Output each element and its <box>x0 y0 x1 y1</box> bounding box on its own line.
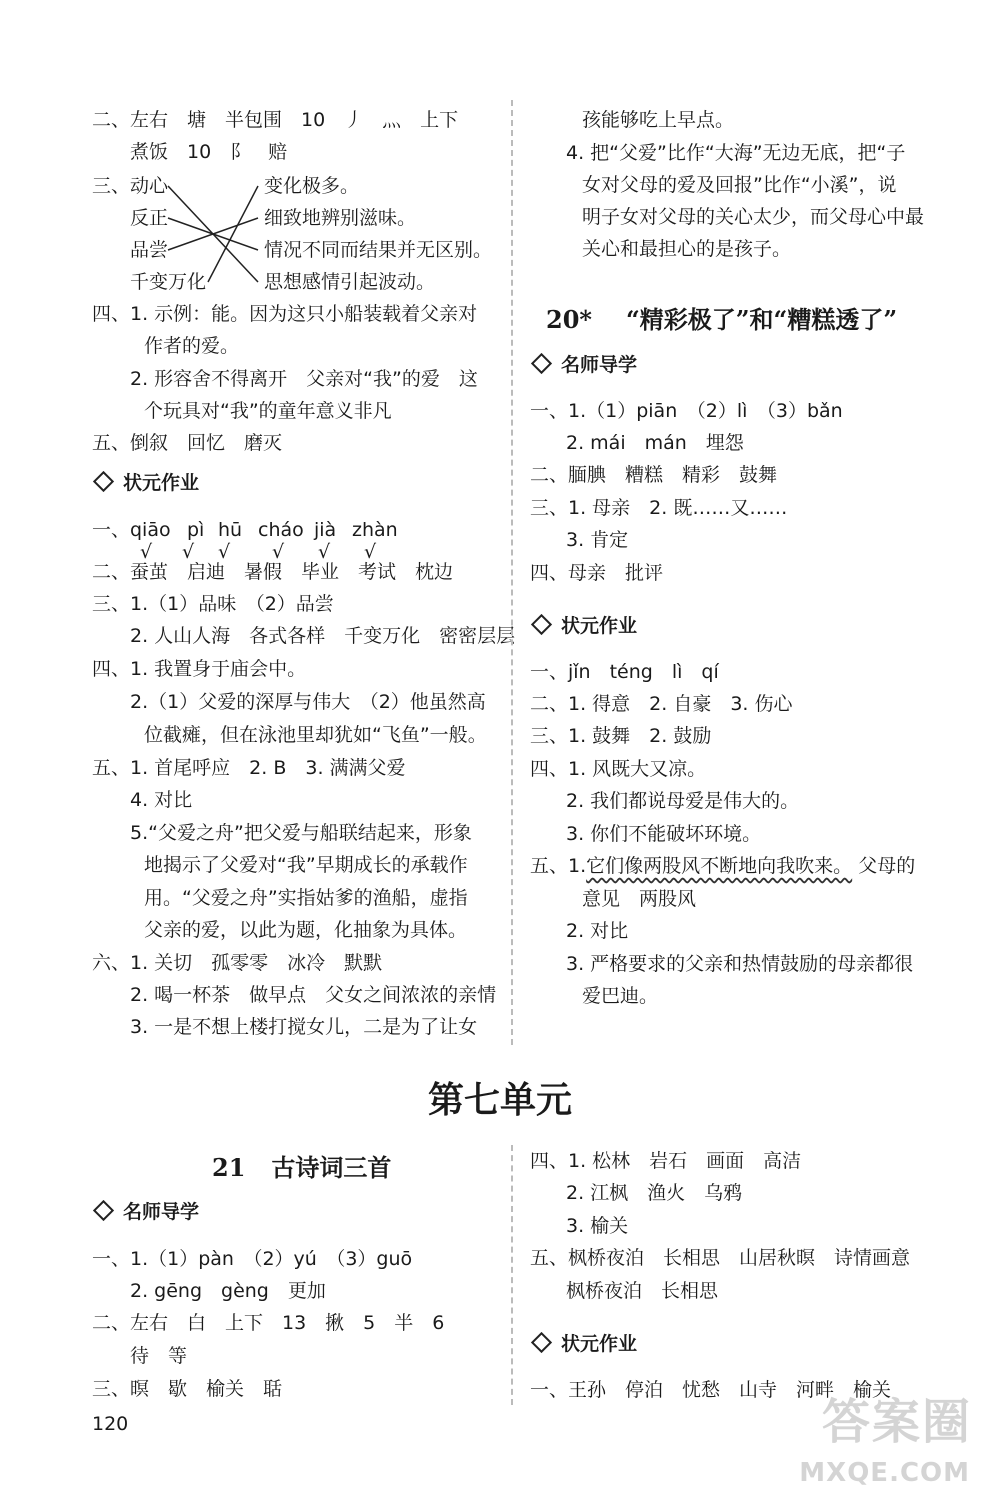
match-right-item: 变化极多。 <box>264 175 360 197</box>
text-line: 3. 一是不想上楼打搅女儿，二是为了让女 <box>130 1016 478 1038</box>
match-left-item: 动心 <box>130 175 169 197</box>
pinyin-prefix: 一、 <box>92 519 131 541</box>
text-line: 一、jǐn téng lì qí <box>530 661 719 683</box>
text-line: 一、1.（1）pàn （2）yú （3）guō <box>92 1248 413 1270</box>
wavy-underlined-text: 它们像两股风不断地向我吹来。 <box>586 855 853 877</box>
section-heading-label: 状元作业 <box>123 472 200 494</box>
section-heading <box>530 349 637 381</box>
text-line: 作者的爱。 <box>144 335 240 357</box>
watermark-url: MXQE.COM <box>799 1458 970 1488</box>
text-line: 地揭示了父爱对“我”早期成长的承载作 <box>144 854 468 876</box>
lesson-number: 21 <box>212 1153 246 1182</box>
text-line: 3. 你们不能破坏环境。 <box>566 823 762 845</box>
text-line: 五、倒叙 回忆 磨灭 <box>92 432 283 454</box>
pinyin-item: zhàn <box>352 519 398 541</box>
text-line: 二、蚕茧 启迪 暑假 毕业 考试 枕边 <box>92 561 454 583</box>
text-line: 明子女对父母的关心太少，而父母心中最 <box>582 206 925 228</box>
text-line: 4. 把“父爱”比作“大海”无边无底，把“子 <box>566 142 906 164</box>
section-heading-label: 名师导学 <box>561 354 638 376</box>
pinyin-item: hū <box>218 519 243 541</box>
text-line: 3. 严格要求的父亲和热情鼓励的母亲都很 <box>566 953 914 975</box>
text-line: 四、1. 示例：能。因为这只小船装载着父亲对 <box>92 303 478 325</box>
text-line: 三、1. 鼓舞 2. 鼓励 <box>530 725 712 747</box>
diamond-icon <box>531 353 552 374</box>
match-right-item: 情况不同而结果并无区别。 <box>264 239 493 261</box>
match-right-item: 细致地辨别滋味。 <box>264 207 417 229</box>
column-divider <box>511 1145 513 1405</box>
lesson-number: 20* <box>546 305 592 334</box>
text-line: 2.（1）父爱的深厚与伟大 （2）他虽然高 <box>130 691 486 713</box>
text-line: 2. gēng gèng 更加 <box>130 1280 326 1302</box>
check-mark-icon: √ <box>140 541 153 563</box>
section-heading-label: 状元作业 <box>561 1333 638 1355</box>
pinyin-item: pì <box>187 519 205 541</box>
text-line: 四、1. 松林 岩石 画面 高洁 <box>530 1150 802 1172</box>
match-left-item: 反正 <box>130 207 169 229</box>
text-line: 三、1. 母亲 2. 既……又…… <box>530 497 788 519</box>
text-line: 三、1.（1）品味 （2）品尝 <box>92 593 334 615</box>
match-left-item: 千变万化 <box>130 271 207 293</box>
lesson-title <box>546 300 897 335</box>
text-line: 3. 肯定 <box>566 529 629 551</box>
text-line: 爱巴迪。 <box>582 985 659 1007</box>
text-line: 3. 榆关 <box>566 1215 629 1237</box>
pinyin-item: jià <box>314 519 337 541</box>
diamond-icon <box>531 1332 552 1353</box>
text-line: 枫桥夜泊 长相思 <box>566 1280 719 1302</box>
text-line: 五、1. 首尾呼应 2. B 3. 满满父爱 <box>92 757 406 779</box>
text-line <box>530 850 915 882</box>
match-line <box>208 186 258 282</box>
section-heading <box>92 467 199 499</box>
text-line: 孩能够吃上早点。 <box>582 109 735 131</box>
diamond-icon <box>531 614 552 635</box>
text-line: 2. 人山人海 各式各样 千变万化 密密层层 <box>130 625 516 647</box>
check-mark-icon: √ <box>182 541 195 563</box>
lesson-title-text: “精彩极了”和“糟糕透了” <box>625 305 898 334</box>
text-line: 5.“父爱之舟”把父爱与船联结起来，形象 <box>130 822 472 844</box>
text-span: 父母的 <box>858 855 916 877</box>
match-prefix: 三、 <box>92 175 131 197</box>
text-line: 六、1. 关切 孤零零 冰冷 默默 <box>92 952 383 974</box>
text-line: 4. 对比 <box>130 789 193 811</box>
watermark-logo-text: 答案圈 <box>821 1394 972 1450</box>
text-line: 用。“父爱之舟”实指姑爹的渔船，虚指 <box>144 887 468 909</box>
page-number: 120 <box>92 1413 129 1435</box>
text-line: 四、1. 我置身于庙会中。 <box>92 658 307 680</box>
text-line: 煮饭 10 阝 赔 <box>130 141 288 163</box>
text-span: 五、1. <box>530 855 587 877</box>
section-heading <box>92 1196 199 1228</box>
text-line: 2. 我们都说母爱是伟大的。 <box>566 790 800 812</box>
match-left-item: 品尝 <box>130 239 169 261</box>
check-mark-icon: √ <box>218 541 231 563</box>
text-line: 女对父母的爱及回报”比作“小溪”，说 <box>582 174 897 196</box>
text-line: 关心和最担心的是孩子。 <box>582 238 792 260</box>
text-line: 三、暝 歇 榆关 聒 <box>92 1378 283 1400</box>
lesson-title <box>212 1148 391 1183</box>
unit-title: 第七单元 <box>427 1079 572 1121</box>
section-heading-label: 状元作业 <box>561 615 638 637</box>
text-line: 二、左右 白 上下 13 揪 5 半 6 <box>92 1312 445 1334</box>
text-line: 二、左右 塘 半包围 10 丿 灬 上下 <box>92 109 459 131</box>
check-mark-icon: √ <box>272 541 285 563</box>
pinyin-item: qiāo <box>130 519 171 541</box>
match-right-item: 思想感情引起波动。 <box>264 271 436 293</box>
text-line: 四、1. 风既大又凉。 <box>530 758 707 780</box>
lesson-title-text: 古诗词三首 <box>271 1153 392 1182</box>
text-line: 2. mái mán 埋怨 <box>566 432 744 454</box>
text-line: 二、腼腆 糟糕 精彩 鼓舞 <box>530 464 778 486</box>
text-line: 2. 形容舍不得离开 父亲对“我”的爱 这 <box>130 368 478 390</box>
text-line: 五、枫桥夜泊 长相思 山居秋暝 诗情画意 <box>530 1247 911 1269</box>
check-mark-icon: √ <box>364 541 377 563</box>
text-line: 2. 对比 <box>566 920 629 942</box>
section-heading <box>530 1328 637 1360</box>
text-line: 四、母亲 批评 <box>530 562 664 584</box>
pinyin-item: cháo <box>258 519 304 541</box>
text-line: 意见 两股风 <box>582 888 697 910</box>
diamond-icon <box>93 1200 114 1221</box>
diamond-icon <box>93 471 114 492</box>
text-line: 一、王孙 停泊 忧愁 山寺 河畔 榆关 <box>530 1379 892 1401</box>
column-divider <box>511 100 513 1045</box>
text-line: 位截瘫，但在泳池里却犹如“飞鱼”一般。 <box>144 724 487 746</box>
text-line: 待 等 <box>130 1345 188 1367</box>
section-heading <box>530 610 637 642</box>
text-line: 个玩具对“我”的童年意义非凡 <box>144 400 392 422</box>
text-line: 一、1.（1）piān （2）lì （3）bǎn <box>530 400 843 422</box>
section-heading-label: 名师导学 <box>123 1201 200 1223</box>
text-line: 2. 江枫 渔火 乌鸦 <box>566 1182 743 1204</box>
text-line: 父亲的爱，以此为题，化抽象为具体。 <box>144 919 468 941</box>
check-mark-icon: √ <box>318 541 331 563</box>
text-line: 2. 喝一杯茶 做早点 父女之间浓浓的亲情 <box>130 984 497 1006</box>
text-line: 二、1. 得意 2. 自豪 3. 伤心 <box>530 693 793 715</box>
